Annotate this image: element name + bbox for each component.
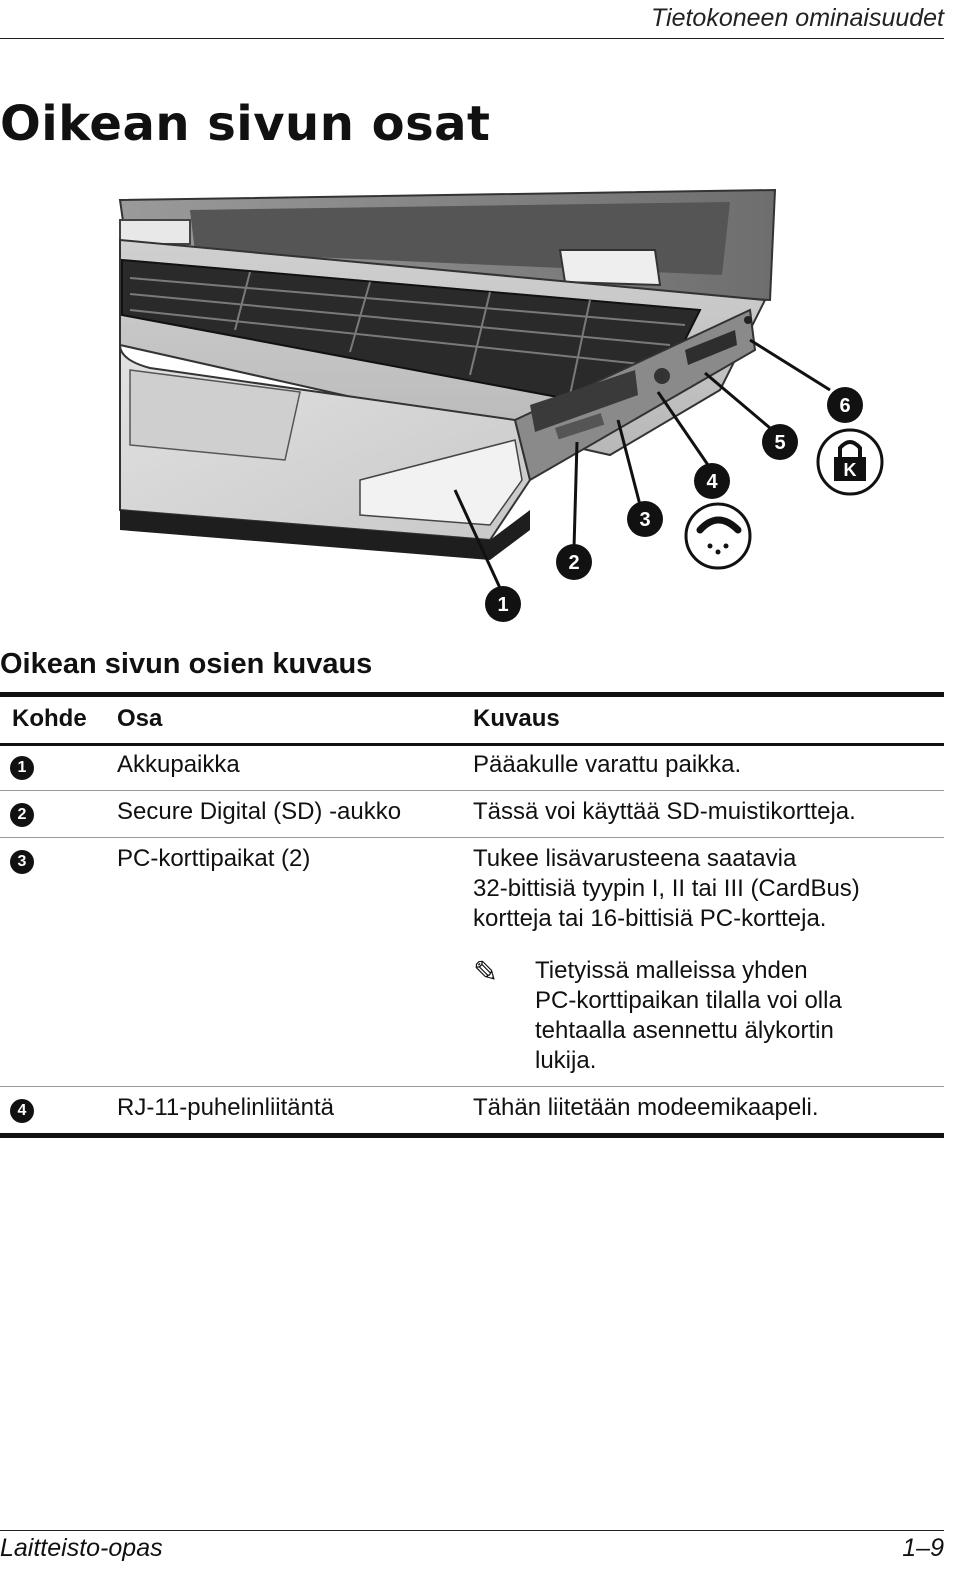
header-rule [0,38,944,39]
row-part: RJ-11-puhelinliitäntä [117,1094,335,1121]
table-row [0,1087,944,1133]
svg-text:3: 3 [639,509,651,531]
table-bottom-rule [0,1133,944,1138]
row-part: Akkupaikka [117,751,240,778]
row-number: 3 [0,844,117,874]
table-header-row [0,697,944,743]
note-text: Tietyissä malleissa yhden PC-korttipaikan tilalla voi olla tehtaalla asennettu älykortin lukija. [535,957,842,1074]
row-description: Tukee lisävarusteena saatavia 32-bittisiä tyypin I, II tai III (CardBus) kortteja tai 16-bittisiä PC-kortteja. ✎ Tietyissä malleissa yhden PC-korttipaikan tilalla voi olla tehtaalla asennettu älykortin lukija. [473,844,944,1076]
svg-text:2: 2 [568,552,580,574]
row-description: Pääakulle varattu paikka. [473,751,742,778]
security-lock-icon [818,430,882,494]
table-row [0,838,944,1086]
modem-icon [686,504,750,568]
section-title: Oikean sivun osien kuvaus [0,648,373,680]
footer-manual-name: Laitteisto-opas [0,1534,163,1562]
table-row [0,791,944,837]
header-kohde: Kohde [12,705,87,732]
footer-page-number: 1–9 [902,1534,944,1562]
row-description: Tässä voi käyttää SD-muistikortteja. [473,798,856,825]
parts-table [0,692,944,1138]
laptop-right-side-figure [110,180,910,630]
header-kuvaus: Kuvaus [473,705,560,732]
row-number: 4 [0,1093,117,1123]
page-header-text: Tietokoneen ominaisuudet [650,4,944,32]
header-osa: Osa [117,705,163,732]
row-number: 2 [0,797,117,827]
row-part: Secure Digital (SD) -aukko [117,798,402,825]
svg-text:6: 6 [839,395,851,417]
svg-text:1: 1 [497,594,509,616]
row-number: 1 [0,750,117,780]
svg-text:5: 5 [774,432,786,454]
touchpad [130,370,300,460]
svg-text:4: 4 [706,471,718,493]
row-description: Tähän liitetään modeemikaapeli. [473,1094,819,1121]
table-row [0,746,944,790]
note [473,956,944,1076]
page-title: Oikean sivun osat [0,96,491,152]
footer-rule [0,1530,944,1531]
row-part: PC-korttipaikat (2) [117,845,311,872]
pencil-note-icon: ✎ [473,956,499,989]
svg-text:K: K [843,460,857,480]
